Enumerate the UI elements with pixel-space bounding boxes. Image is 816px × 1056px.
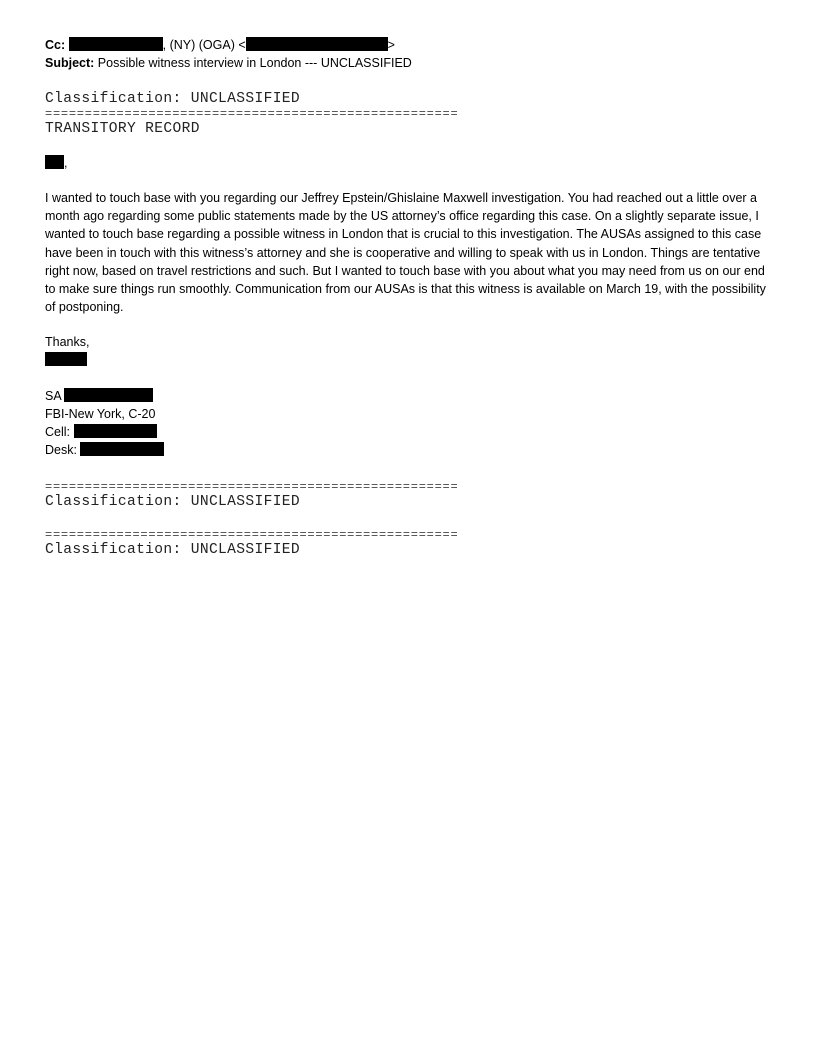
cc-close: > xyxy=(387,38,395,52)
cc-suffix: , (NY) (OGA) < xyxy=(162,38,246,52)
divider-rule: ==================================================== xyxy=(45,529,459,542)
cc-label: Cc: xyxy=(45,38,66,52)
redaction-block xyxy=(45,352,87,366)
classification-banner-bottom: Classification: UNCLASSIFIED xyxy=(45,494,301,511)
redaction-block xyxy=(45,155,64,169)
greeting xyxy=(45,154,775,172)
signature-desk xyxy=(45,441,775,459)
body-paragraph: I wanted to touch base with you regarding our Jeffrey Epstein/Ghislaine Maxwell investigation. You had reached out a little over a month ago regarding some public statements made by the US attorney’s office regarding this case. On a slightly separate issue, I wanted to touch base regarding a possible witness in London that is crucial to this investigation. The AUSAs assigned to this case have been in touch with this witness’s attorney and she is cooperative and willing to speak with us in London. Things are tentative right now, based on travel restrictions and such. But I wanted to touch base with you about what you may need from us on our end to make sure things run smoothly. Communication from our AUSAs is that this witness is available on March 19, with the possibility of postponing. xyxy=(45,191,766,315)
cell-label: Cell: xyxy=(45,425,71,440)
greeting-suffix: , xyxy=(64,156,68,170)
divider-rule: ==================================================== xyxy=(45,481,459,494)
signature-title-prefix: SA xyxy=(45,389,61,404)
redaction-block xyxy=(246,37,388,51)
sender-name xyxy=(45,351,775,369)
closing: Thanks, xyxy=(45,335,90,350)
redaction-block xyxy=(64,388,153,402)
signature-title xyxy=(45,387,775,405)
subject-line xyxy=(45,54,775,72)
redaction-block xyxy=(80,442,164,456)
subject-label: Subject: xyxy=(45,56,95,70)
record-type: TRANSITORY RECORD xyxy=(45,121,200,137)
classification-banner-top: Classification: UNCLASSIFIED xyxy=(45,91,301,107)
redaction-block xyxy=(69,37,163,51)
signature-cell xyxy=(45,423,775,441)
classification-banner-bottom: Classification: UNCLASSIFIED xyxy=(45,542,301,559)
desk-label: Desk: xyxy=(45,443,77,458)
redaction-block xyxy=(74,424,157,438)
subject-text: Possible witness interview in London --- UNCLASSIFIED xyxy=(97,56,412,70)
signature-office: FBI-New York, C-20 xyxy=(45,407,156,422)
cc-line xyxy=(45,36,775,54)
divider-rule: ==================================================== xyxy=(45,108,459,120)
email-document xyxy=(45,36,775,559)
